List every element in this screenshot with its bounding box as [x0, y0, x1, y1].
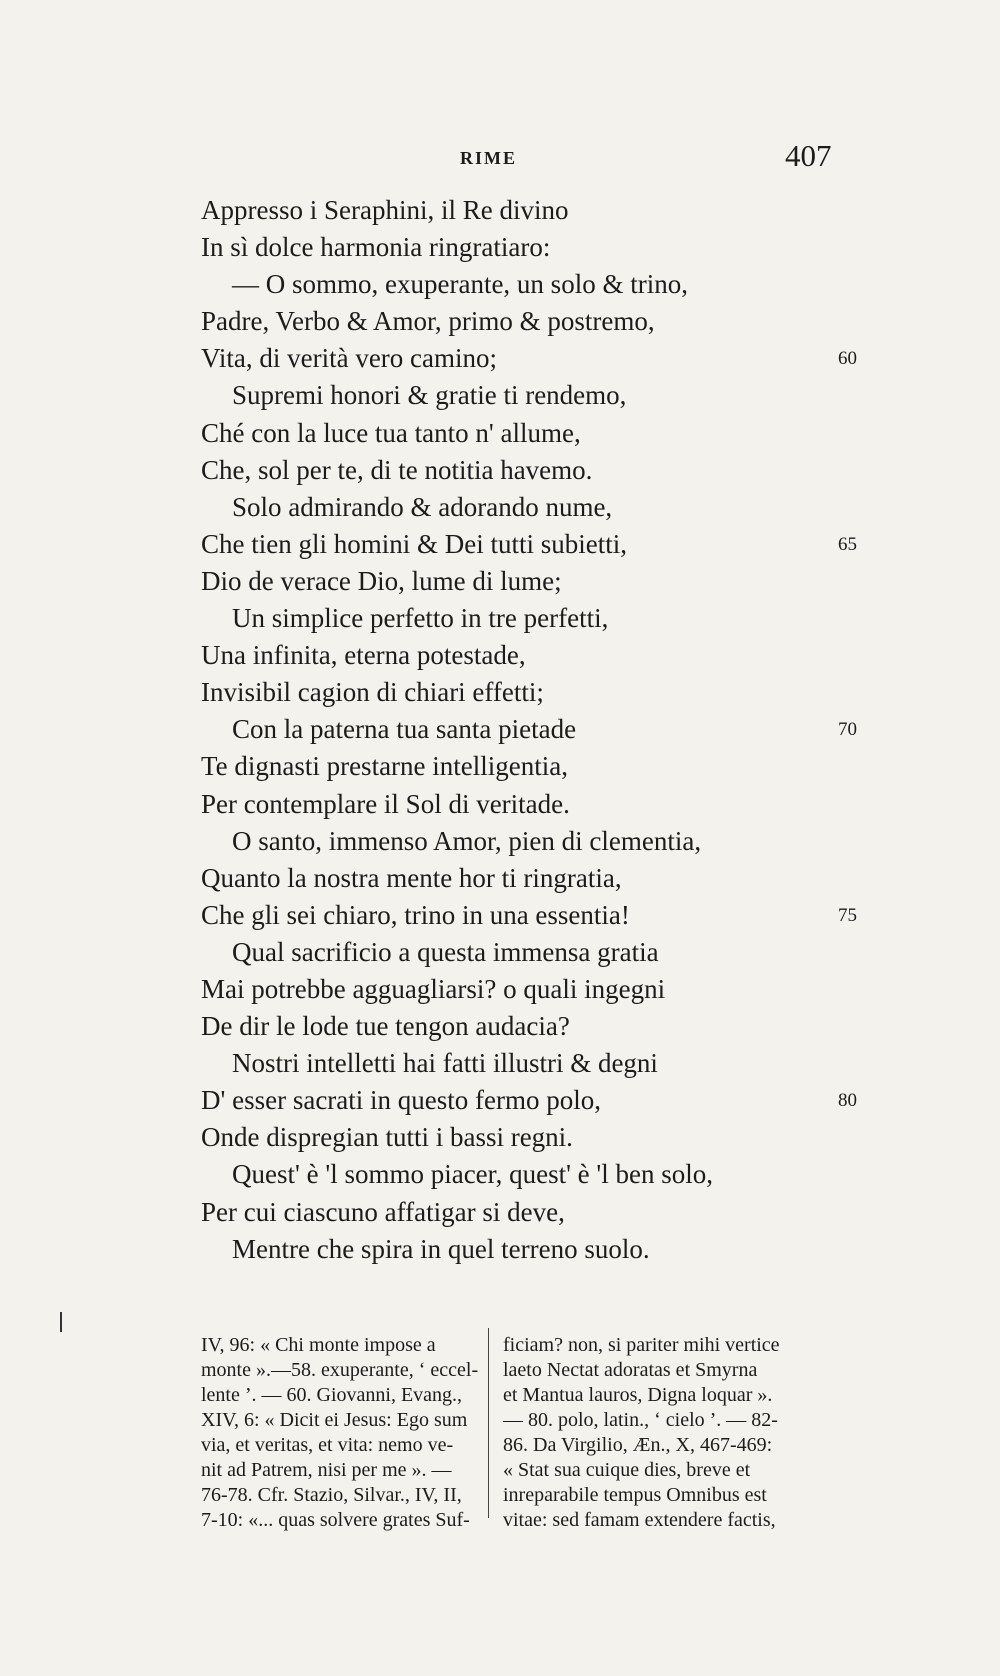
- verse-text: In sì dolce harmonia ringratiaro:: [201, 232, 551, 263]
- verse-line: [0, 489, 1000, 526]
- footnote-line: nit ad Patrem, nisi per me ». —: [201, 1459, 452, 1481]
- verse-line: [0, 711, 1000, 748]
- verse-line: [0, 303, 1000, 340]
- verse-line: [0, 415, 1000, 452]
- verse-line: [0, 229, 1000, 266]
- verse-line: [0, 1119, 1000, 1156]
- verse-text: Con la paterna tua santa pietade: [232, 714, 577, 745]
- verse-line: [0, 526, 1000, 563]
- footnote-line: ficiam? non, si pariter mihi vertice: [503, 1334, 780, 1356]
- verse-line: [0, 377, 1000, 414]
- verse-text: Una infinita, eterna potestade,: [201, 640, 526, 671]
- verse-text: Che, sol per te, di te notitia havemo.: [201, 454, 593, 485]
- verse-text: Te dignasti prestarne intelligentia,: [201, 751, 568, 782]
- footnote-line: lente ’. — 60. Giovanni, Evang.,: [201, 1384, 463, 1406]
- verse-line: [0, 192, 1000, 229]
- verse-line: [0, 600, 1000, 637]
- running-head: RIME: [460, 148, 517, 168]
- footnote-line: XIV, 6: « Dicit ei Jesus: Ego sum: [201, 1409, 468, 1431]
- verse-line: [0, 748, 1000, 785]
- footnote-line: — 80. polo, latin., ‘ cielo ’. — 82-: [503, 1409, 778, 1431]
- verse-text: D' esser sacrati in questo fermo polo,: [201, 1085, 602, 1116]
- footnote-line: inreparabile tempus Omnibus est: [503, 1484, 767, 1506]
- verse-text: Quanto la nostra mente hor ti ringratia,: [201, 862, 622, 893]
- verse-line: [0, 860, 1000, 897]
- footnote-line: et Mantua lauros, Digna loquar ».: [503, 1384, 773, 1406]
- verse-text: De dir le lode tue tengon audacia?: [201, 1011, 570, 1042]
- footnote-line: 7-10: «... quas solvere grates Suf-: [201, 1509, 470, 1531]
- footnote-line: IV, 96: « Chi monte impose a: [201, 1334, 436, 1356]
- verse-line: [0, 340, 1000, 377]
- footnote-line: monte ».—58. exuperante, ‘ eccel-: [201, 1359, 479, 1381]
- verse-text: Dio de verace Dio, lume di lume;: [201, 565, 562, 596]
- verse-text: Per contemplare il Sol di veritade.: [201, 788, 570, 819]
- verse-line: [0, 786, 1000, 823]
- verse-line: [0, 266, 1000, 303]
- line-number: 75: [838, 904, 857, 926]
- verse-line: [0, 452, 1000, 489]
- verse-text: — O sommo, exuperante, un solo & trino,: [232, 269, 688, 300]
- verse-line: [0, 1194, 1000, 1231]
- verse-text: O santo, immenso Amor, pien di clementia,: [232, 825, 702, 856]
- verse-text: Mentre che spira in quel terreno suolo.: [232, 1233, 650, 1264]
- verse-line: [0, 1156, 1000, 1193]
- verse-text: Quest' è 'l sommo piacer, quest' è 'l ben solo,: [232, 1159, 714, 1190]
- verse-text: Che tien gli homini & Dei tutti subietti,: [201, 528, 627, 559]
- verse-line: [0, 1082, 1000, 1119]
- verse-text: Invisibil cagion di chiari effetti;: [201, 677, 544, 708]
- verse-text: Ché con la luce tua tanto n' allume,: [201, 417, 581, 448]
- verse-line: [0, 823, 1000, 860]
- verse-text: Supremi honori & gratie ti rendemo,: [232, 380, 627, 411]
- footnote-line: vitae: sed famam extendere factis,: [503, 1509, 776, 1531]
- verse-line: [0, 1008, 1000, 1045]
- verse-line: [0, 637, 1000, 674]
- verse-text: Qual sacrificio a questa immensa gratia: [232, 936, 659, 967]
- verse-text: Appresso i Seraphini, il Re divino: [201, 195, 569, 225]
- verse-text: Mai potrebbe agguagliarsi? o quali ingegni: [201, 973, 666, 1004]
- verse-text: Padre, Verbo & Amor, primo & postremo,: [201, 306, 655, 337]
- verse-line: [0, 563, 1000, 600]
- page-number: 407: [785, 138, 832, 173]
- verse-text: Solo admirando & adorando nume,: [232, 491, 613, 522]
- footnote-line: via, et veritas, et vita: nemo ve-: [201, 1434, 454, 1456]
- footnote-line: laeto Nectat adoratas et Smyrna: [503, 1359, 758, 1381]
- verse-text: Un simplice perfetto in tre perfetti,: [232, 603, 609, 634]
- notes-column-divider: [488, 1328, 489, 1518]
- verse-line: [0, 897, 1000, 934]
- verse-line: [0, 971, 1000, 1008]
- verse-text: Per cui ciascuno affatigar si deve,: [201, 1196, 565, 1227]
- verse-line: [0, 934, 1000, 971]
- verse-text: Nostri intelletti hai fatti illustri & degni: [232, 1048, 658, 1079]
- verse-text: Che gli sei chiaro, trino in una essentia!: [201, 899, 630, 930]
- line-number: 65: [838, 533, 857, 555]
- line-number: 80: [838, 1090, 857, 1112]
- footnote-line: 76-78. Cfr. Stazio, Silvar., IV, II,: [201, 1484, 462, 1506]
- footnote-line: 86. Da Virgilio, Æn., X, 467-469:: [503, 1434, 773, 1456]
- line-number: 70: [838, 719, 857, 741]
- verse-line: [0, 1045, 1000, 1082]
- verse-text: Onde dispregian tutti i bassi regni.: [201, 1122, 573, 1153]
- verse-text: Vita, di verità vero camino;: [201, 343, 498, 374]
- footnote-line: « Stat sua cuique dies, breve et: [503, 1459, 751, 1481]
- line-number: 60: [838, 348, 857, 370]
- verse-line: [0, 674, 1000, 711]
- margin-mark: [60, 1312, 62, 1332]
- footnotes-right-column: [503, 1333, 875, 1533]
- poem-verses: [0, 192, 1000, 1268]
- footnotes-left-column: [201, 1333, 479, 1533]
- verse-line: [0, 1231, 1000, 1268]
